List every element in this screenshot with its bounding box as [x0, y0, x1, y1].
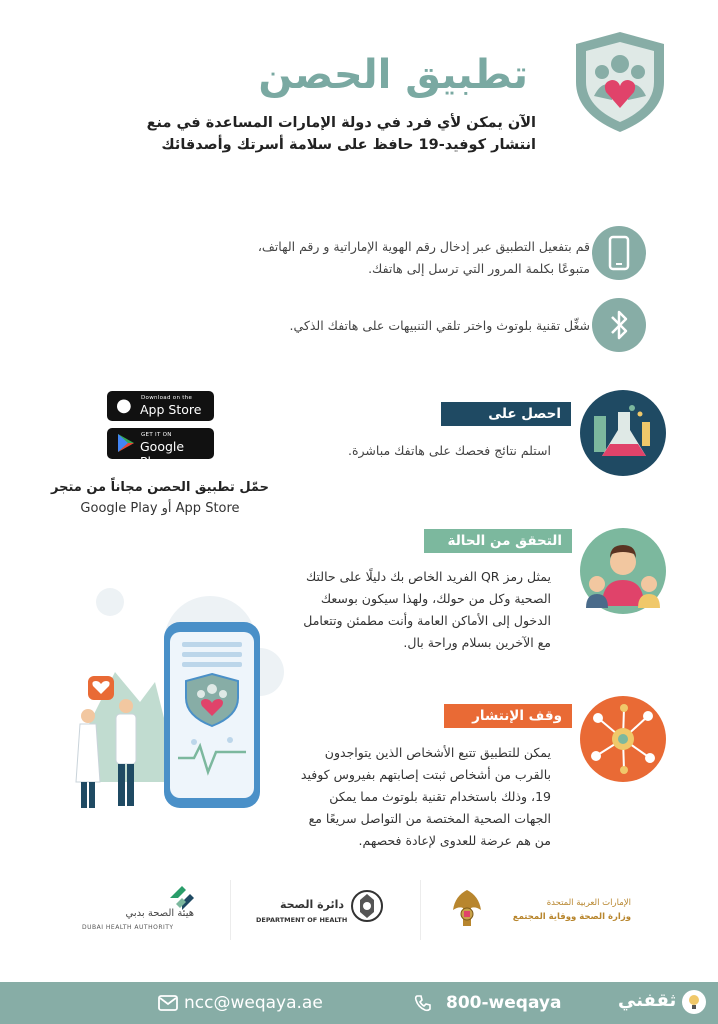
- section-status-line: مع الآخرين بسلام وراحة بال.: [403, 635, 551, 650]
- section-status-line: الصحية وكل من حولك، ولهذا سيكون بوسعك: [320, 591, 551, 606]
- step-activate-line-1: قم بتفعيل التطبيق عبر إدخال رقم الهوية الإماراتية و رقم الهاتف،: [257, 239, 590, 254]
- mohap-line-2: وزارة الصحة ووقاية المجتمع: [512, 912, 631, 922]
- section-status-title: التحقق من الحالة: [424, 529, 572, 553]
- intro-text: [96, 112, 536, 156]
- google-play-small-label: GET IT ON: [141, 432, 172, 438]
- doh-arabic-name: دائرة الصحة: [279, 898, 344, 911]
- google-play-button[interactable]: [107, 428, 214, 469]
- lightbulb-icon: [682, 990, 706, 1014]
- doh-logo: [250, 880, 390, 940]
- step-activate-line-2: متبوعًا بكلمة المرور التي ترسل إلى هاتفك.: [368, 261, 590, 276]
- app-store-small-label: Download on the: [141, 395, 193, 401]
- download-line-1: حمّل تطبيق الحصن مجاناً من متجر: [50, 480, 270, 495]
- intro-line-1: الآن يمكن لأي فرد في دولة الإمارات المساعدة في منع: [146, 115, 536, 131]
- bluetooth-icon: [592, 298, 646, 352]
- footer-bar: [0, 982, 718, 1024]
- intro-line-2: انتشار كوفيد-19 حافظ على سلامة أسرتك وأصدقائك: [161, 137, 536, 153]
- google-play-label: Google Play: [140, 439, 185, 469]
- section-results-title: احصل على النتائج: [441, 402, 571, 426]
- apple-icon: ●: [116, 395, 132, 416]
- people-icon: [580, 528, 666, 614]
- section-results-text: استلم نتائج فحصك على هاتفك مباشرة.: [348, 443, 551, 458]
- section-spread-title: وقف الإنتشار: [444, 704, 572, 728]
- dha-english-name: DUBAI HEALTH AUTHORITY: [82, 924, 174, 931]
- step-activate: [120, 236, 590, 280]
- section-spread-line: 19، وذلك باستخدام تقنية بلوتوث مما يمكن: [329, 789, 551, 804]
- alhosn-shield-logo: [572, 30, 668, 134]
- page-title: تطبيق الحصن: [258, 52, 528, 98]
- mohap-line-1: الإمارات العربية المتحدة: [546, 898, 631, 908]
- download-line-2: Google Play أو App Store: [80, 501, 240, 516]
- logo-divider: [420, 880, 421, 940]
- logo-divider: [230, 880, 231, 940]
- doh-english-name: DEPARTMENT OF HEALTH: [256, 916, 348, 924]
- abu-dhabi-emblem-icon: [350, 886, 384, 926]
- dha-arabic-name: هيئة الصحة بدبي: [125, 908, 194, 919]
- step-bluetooth: شغِّل تقنية بلوتوث واختر تلقي التنبيهات على هاتفك الذكي.: [289, 318, 590, 333]
- section-status-line: الدخول إلى الأماكن العامة وأنت مطمئن وتتعامل: [303, 613, 551, 628]
- virus-network-icon: [580, 696, 666, 782]
- section-spread-line: يمكن للتطبيق تتبع الأشخاص الذين يتواجدون: [324, 745, 551, 760]
- download-text: [40, 480, 280, 516]
- section-status-line: يمثل رمز QR الفريد الخاص بك دليلًا على حالتك: [305, 569, 551, 584]
- section-spread-line: بالقرب من أشخاص ثبتت إصابتهم بفيروس كوفيد: [300, 767, 551, 782]
- footer-brand: ثقفني: [618, 990, 677, 1011]
- section-status-text: [281, 566, 551, 654]
- section-spread-text: [276, 742, 551, 852]
- mohap-logo: [445, 880, 645, 940]
- app-store-button[interactable]: [107, 391, 214, 421]
- google-play-icon: [117, 433, 135, 453]
- lab-flask-icon: [580, 390, 666, 476]
- dha-logo: [80, 880, 210, 940]
- phone-icon: [592, 226, 646, 280]
- phone-call-icon: [414, 994, 432, 1012]
- email-icon: [158, 995, 178, 1011]
- footer-email[interactable]: ncc@weqaya.ae: [184, 993, 323, 1013]
- footer-phone[interactable]: 800-weqaya: [446, 993, 562, 1013]
- section-spread-line: الجهات الصحية المختصة من التواصل سريعًا مع: [308, 811, 551, 826]
- app-store-label: App Store: [140, 402, 202, 417]
- uae-falcon-emblem-icon: [449, 886, 485, 930]
- section-spread-line: من هم عرضة للعدوى لإعادة فحصهم.: [358, 833, 551, 848]
